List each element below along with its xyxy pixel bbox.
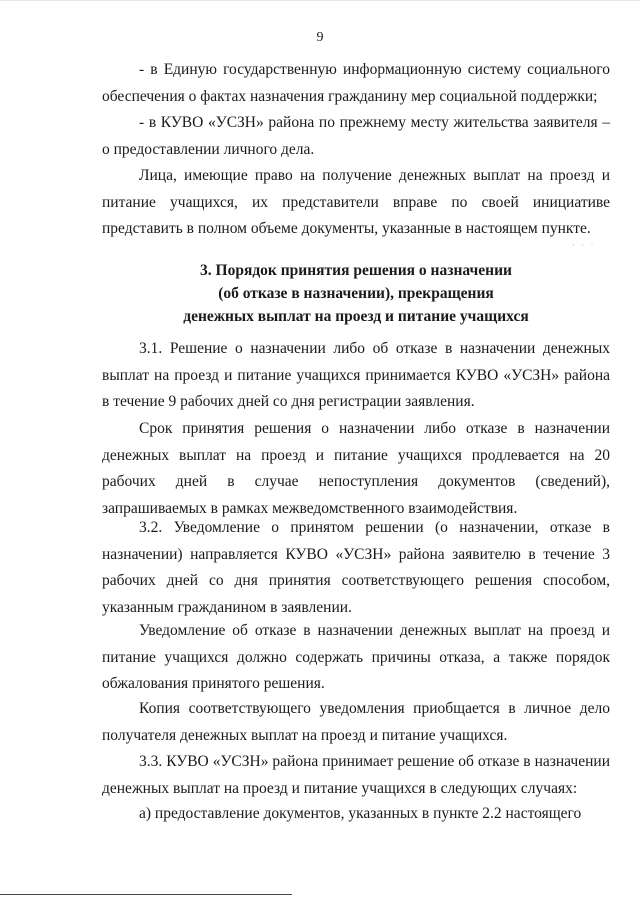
- paragraph-notice-copy: Копия соответствующего уведомления приобщается в личное дело получателя денежных выплат на проезд и питание учащихся.: [102, 700, 610, 744]
- paragraph-case-a: а) предоставление документов, указанных в пункте 2.2 настоящего: [139, 805, 582, 822]
- paragraph-3-2: 3.2. Уведомление о принятом решении (о назначении, отказе в назначении) направляется КУВО «УСЗН» района заявителю в течение 3 рабочих дней со дня принятия соответствующего решения способом, указанным гражданином в заявлении.: [102, 519, 610, 616]
- section-heading-line-2: (об отказе в назначении), прекращения: [218, 285, 494, 302]
- paragraph-egisso: - в Единую государственную информационную систему социального обеспечения о фактах назначения гражданину мер социальной поддержки;: [102, 61, 610, 105]
- section-heading: [102, 259, 610, 328]
- section-heading-line-3: денежных выплат на проезд и питание учащихся: [183, 308, 529, 325]
- paragraph-3-3: 3.3. КУВО «УСЗН» района принимает решение об отказе в назначении денежных выплат на проезд и питание учащихся в следующих случаях:: [102, 753, 610, 797]
- scan-speck: · · ·: [572, 240, 596, 250]
- footer-rule: [0, 894, 292, 895]
- section-heading-line-1: 3. Порядок принятия решения о назначении: [200, 262, 512, 279]
- paragraph-term-extension: Срок принятия решения о назначении либо отказе в назначении денежных выплат на проезд и питание учащихся продлевается на 20 рабочих дней в случае непоступления документов (сведений), запрашиваемых в рамках межведомственного взаимодействия.: [102, 420, 610, 517]
- paragraph-refusal-notice: Уведомление об отказе в назначении денежных выплат на проезд и питание учащихся должно содержать причины отказа, а также порядок обжалования принятого решения.: [102, 622, 610, 692]
- paragraph-3-1: 3.1. Решение о назначении либо об отказе в назначении денежных выплат на проезд и питание учащихся принимается КУВО «УСЗН» района в течение 9 рабочих дней со дня регистрации заявления.: [102, 340, 610, 410]
- scan-edge: [0, 0, 640, 1]
- page-number: 9: [316, 30, 324, 45]
- paragraph-own-initiative: Лица, имеющие право на получение денежных выплат на проезд и питание учащихся, их представители вправе по своей инициативе представить в полном объеме документы, указанные в настоящем пункте.: [102, 167, 610, 237]
- paragraph-previous-residence: - в КУВО «УСЗН» района по прежнему месту жительства заявителя – о предоставлении личного дела.: [102, 114, 610, 158]
